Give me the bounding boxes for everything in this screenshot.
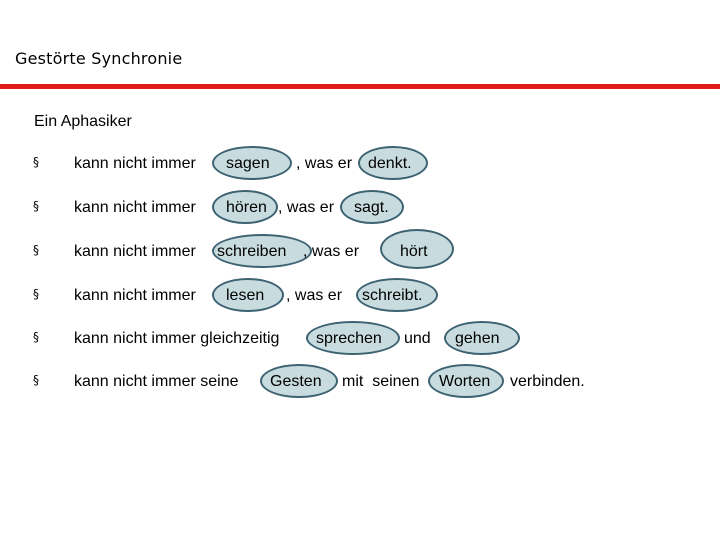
highlighted-word: sprechen — [316, 330, 382, 347]
line-middle: , was er — [303, 243, 360, 260]
highlighted-word: denkt. — [368, 155, 412, 172]
line-prefix: kann nicht immer — [74, 243, 196, 260]
list-item — [0, 197, 720, 221]
slide-title: Gestörte Synchronie — [15, 49, 183, 68]
line-middle: , was er — [286, 287, 343, 304]
title-divider — [0, 84, 720, 89]
list-item — [0, 153, 720, 177]
line-middle: , was er — [278, 199, 335, 216]
highlighted-word: gehen — [455, 330, 500, 347]
bullet-icon: § — [33, 243, 39, 257]
list-item — [0, 328, 720, 352]
line-prefix: kann nicht immer seine — [74, 373, 239, 390]
highlighted-word: sagen — [226, 155, 270, 172]
highlighted-word: Worten — [439, 373, 491, 390]
bullet-icon: § — [33, 330, 39, 344]
bullet-icon: § — [33, 373, 39, 387]
line-suffix: verbinden. — [510, 373, 585, 390]
line-prefix: kann nicht immer — [74, 199, 196, 216]
bullet-icon: § — [33, 287, 39, 301]
highlighted-word: sagt. — [354, 199, 389, 216]
line-prefix: kann nicht immer gleichzeitig — [74, 330, 280, 347]
highlighted-word: hören — [226, 199, 267, 216]
list-item — [0, 241, 720, 265]
bullet-icon: § — [33, 199, 39, 213]
highlighted-word: schreibt. — [362, 287, 423, 304]
highlighted-word: schreiben — [217, 243, 287, 260]
section-subtitle: Ein Aphasiker — [34, 113, 132, 130]
line-middle: , was er — [296, 155, 353, 172]
line-middle: mit seinen — [342, 373, 420, 390]
list-item — [0, 285, 720, 309]
highlighted-word: lesen — [226, 287, 265, 304]
highlighted-word: Gesten — [270, 373, 322, 390]
highlighted-word: hört — [400, 243, 428, 260]
list-item — [0, 371, 720, 395]
line-prefix: kann nicht immer — [74, 155, 196, 172]
line-prefix: kann nicht immer — [74, 287, 196, 304]
bullet-icon: § — [33, 155, 39, 169]
line-middle: und — [404, 330, 431, 347]
